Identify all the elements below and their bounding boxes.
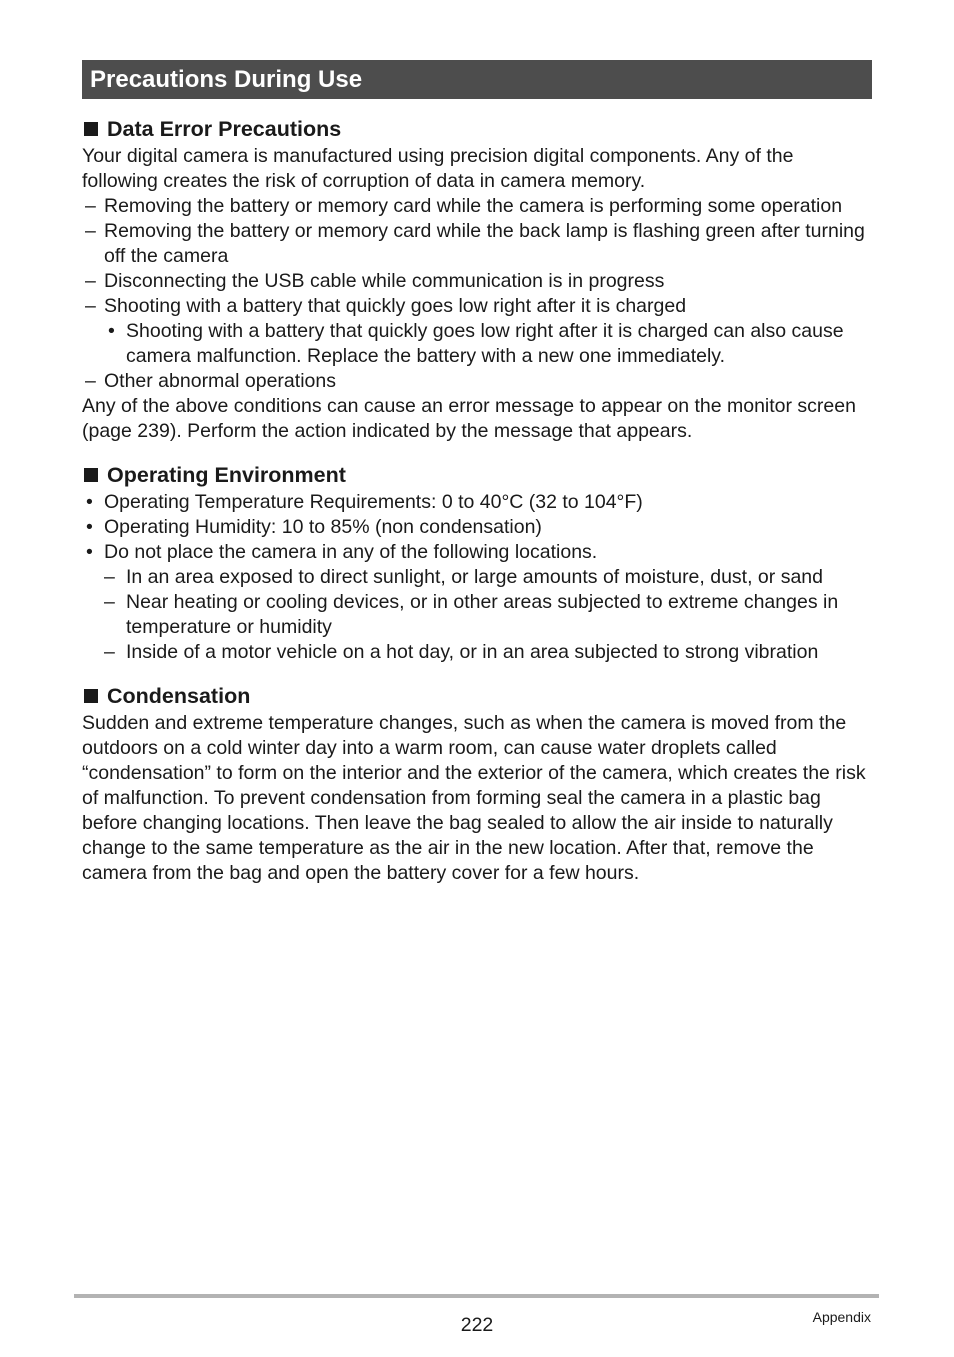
sub-list-item: – Inside of a motor vehicle on a hot day, or in an area subjected to strong vibration xyxy=(104,641,819,663)
paragraph-outro: Any of the above conditions can cause an error message to appear on the monitor screen (page 239). Perform the action indicated by the message that appears. xyxy=(82,395,856,442)
list-item: – Removing the battery or memory card while the back lamp is flashing green after turning off the camera xyxy=(82,219,872,269)
page-title: Precautions During Use xyxy=(82,60,872,99)
paragraph-intro: Your digital camera is manufactured using precision digital components. Any of the following creates the risk of corruption of data in camera memory. xyxy=(82,145,794,192)
dash-marker: – xyxy=(85,270,96,292)
list-item: • Operating Humidity: 10 to 85% (non condensation) xyxy=(82,515,872,540)
bullet-marker: • xyxy=(86,541,93,563)
sub-note: • Shooting with a battery that quickly goes low right after it is charged can also cause camera malfunction. Replace the battery with a new one immediately. xyxy=(82,319,872,369)
footer-section-label: Appendix xyxy=(812,1309,871,1325)
list-item: – Removing the battery or memory card while the camera is performing some operation xyxy=(82,194,872,219)
section-heading-data-error xyxy=(82,114,872,144)
dash-marker: – xyxy=(104,641,115,663)
dash-marker: – xyxy=(85,370,96,392)
dash-marker: – xyxy=(85,295,96,317)
bullet-marker: • xyxy=(86,491,93,513)
bullet-marker: • xyxy=(86,516,93,538)
page-content xyxy=(82,60,872,886)
section-heading-text: Condensation xyxy=(107,683,251,708)
paragraph-condensation: Sudden and extreme temperature changes, such as when the camera is moved from the outdoors on a cold winter day into a warm room, can cause water droplets called “condensation” to form on the interior and the exterior of the camera, which creates the risk of malfunction. To prevent condensation from forming seal the camera in a plastic bag before changing locations. Then leave the bag sealed to allow the air inside to naturally change to the same temperature as the air in the new location. After that, remove the camera from the bag and open the battery cover for a few hours. xyxy=(82,712,866,884)
list-item: – Disconnecting the USB cable while communication is in progress xyxy=(82,269,872,294)
dash-marker: – xyxy=(85,195,96,217)
page-number: 222 xyxy=(460,1314,494,1336)
section-heading-condensation xyxy=(82,681,872,711)
list-item: • Do not place the camera in any of the following locations. xyxy=(82,540,872,565)
square-bullet-icon xyxy=(84,122,98,136)
dash-marker: – xyxy=(85,220,96,242)
list-item: • Operating Temperature Requirements: 0 to 40°C (32 to 104°F) xyxy=(82,490,872,515)
sub-list-item: – Near heating or cooling devices, or in other areas subjected to extreme changes in temperature or humidity xyxy=(104,591,839,638)
section-heading-environment xyxy=(82,460,872,490)
square-bullet-icon xyxy=(84,689,98,703)
sub-list-item: – In an area exposed to direct sunlight, or large amounts of moisture, dust, or sand xyxy=(104,566,823,588)
bullet-marker: • xyxy=(108,320,115,342)
square-bullet-icon xyxy=(84,468,98,482)
footer-divider xyxy=(74,1294,879,1298)
dash-marker: – xyxy=(104,591,115,613)
list-item: – Other abnormal operations xyxy=(82,369,872,394)
dash-marker: – xyxy=(104,566,115,588)
list-item: – Shooting with a battery that quickly goes low right after it is charged xyxy=(82,294,872,319)
section-heading-text: Operating Environment xyxy=(107,462,346,487)
section-heading-text: Data Error Precautions xyxy=(107,116,342,141)
